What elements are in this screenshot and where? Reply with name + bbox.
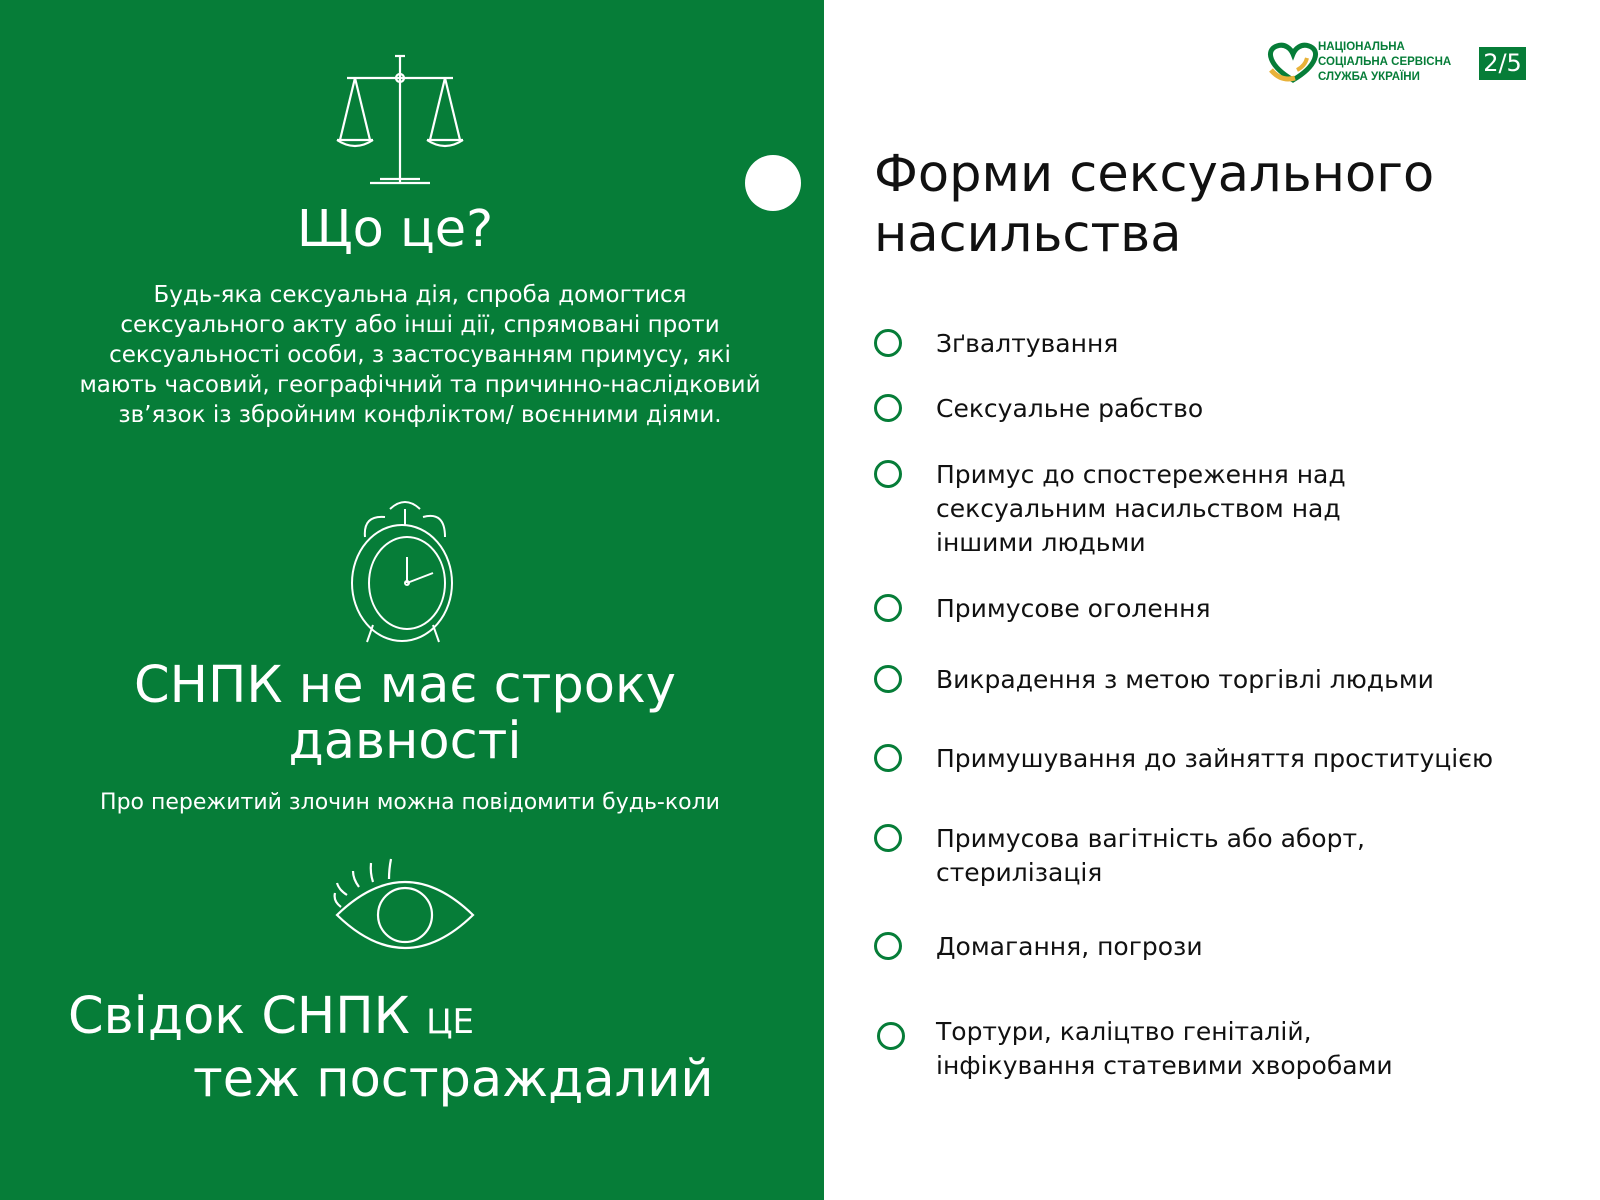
eye-icon	[333, 855, 478, 960]
circle-bullet-icon	[874, 394, 902, 422]
list-item	[874, 822, 1554, 894]
circle-bullet-icon	[877, 1022, 905, 1050]
org-line2: СОЦІАЛЬНА СЕРВІСНА	[1318, 56, 1452, 68]
what-is-title: Що це?	[296, 200, 494, 259]
witness-title-line1	[68, 987, 474, 1046]
forms-title-line2: насильства	[874, 205, 1182, 264]
list-item	[874, 458, 1554, 563]
list-item-label: Примусове оголення	[936, 594, 1211, 623]
list-item	[874, 592, 1554, 632]
forms-title	[874, 145, 1574, 265]
statute-title-line2: давності	[288, 712, 522, 771]
list-item	[874, 392, 1554, 432]
circle-bullet-icon	[874, 594, 902, 622]
list-item	[874, 327, 1554, 367]
circle-bullet-icon	[874, 329, 902, 357]
witness-title-part2: ЦЕ	[426, 1002, 474, 1042]
decorative-circle	[745, 155, 801, 211]
list-item-label: Примус до спостереження над сексуальним насильством над іншими людьми	[936, 460, 1346, 557]
org-line3: СЛУЖБА УКРАЇНИ	[1318, 71, 1420, 83]
organization-name	[1318, 40, 1451, 85]
page-number: 2/5	[1479, 47, 1526, 80]
circle-bullet-icon	[874, 744, 902, 772]
statute-title	[20, 658, 790, 770]
list-item-label: Викрадення з метою торгівлі людьми	[936, 665, 1434, 694]
circle-bullet-icon	[874, 460, 902, 488]
nssu-logo-icon	[1263, 40, 1323, 84]
scales-icon	[335, 48, 465, 193]
list-item	[874, 930, 1554, 970]
witness-title-line2: теж постраждалий	[193, 1050, 714, 1109]
list-item	[874, 1015, 1554, 1087]
org-line1: НАЦІОНАЛЬНА	[1318, 41, 1405, 53]
list-item-label: Зґвалтування	[936, 329, 1119, 358]
definition-text: Будь-яка сексуальна дія, спроба домогтися сексуального акту або інші дії, спрямовані проти сексуальності особи, з застосуванням примусу, які мають часовий, географічний та причинно-наслідковий зв’язок із збройним конфліктом/ воєнними діями.	[79, 282, 761, 428]
list-item-label: Тортури, каліцтво геніталій, інфікування статевими хворобами	[936, 1017, 1393, 1080]
statute-title-line1: СНПК не має строку	[134, 656, 676, 715]
list-item-label: Примусова вагітність або аборт, стерилізація	[936, 824, 1365, 887]
list-item	[874, 742, 1554, 782]
circle-bullet-icon	[874, 665, 902, 693]
forms-title-line1: Форми сексуального	[874, 145, 1435, 204]
statute-subtitle: Про пережитий злочин можна повідомити будь-коли	[100, 790, 720, 815]
list-item-label: Сексуальне рабство	[936, 394, 1204, 423]
alarm-clock-icon	[345, 497, 460, 649]
witness-title-part1: Свідок СНПК	[68, 987, 410, 1046]
list-item-label: Примушування до зайняття проституцією	[936, 744, 1494, 773]
list-item-label: Домагання, погрози	[936, 932, 1203, 961]
circle-bullet-icon	[874, 932, 902, 960]
circle-bullet-icon	[874, 824, 902, 852]
list-item	[874, 663, 1554, 703]
